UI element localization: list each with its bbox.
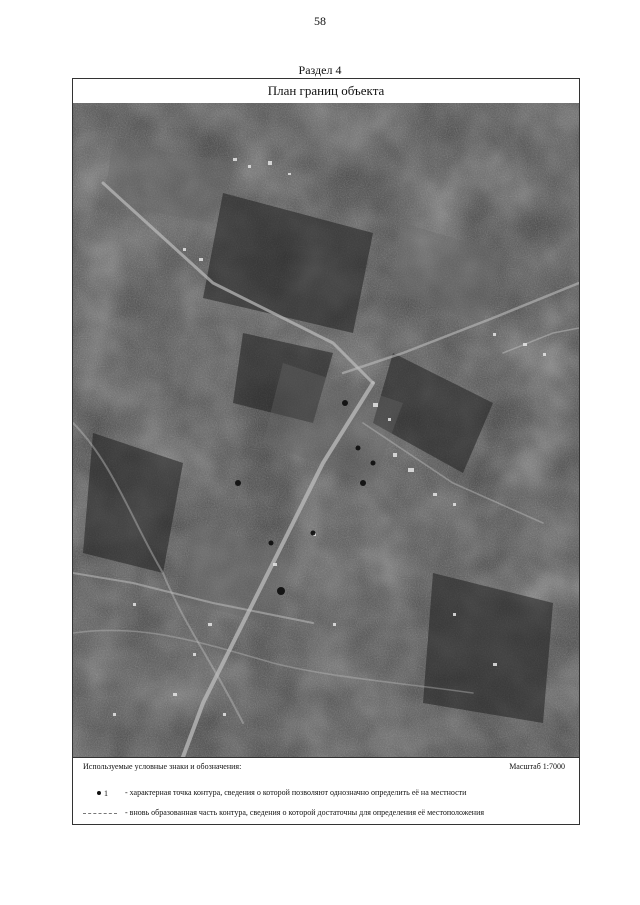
legend-item-text: - вновь образованная часть контура, сведения о которой достаточны для определения её местоположения — [125, 808, 485, 817]
plan-frame — [72, 78, 580, 825]
legend-symbol-label: 1 — [104, 788, 108, 798]
legend-item-text: - характерная точка контура, сведения о которой позволяют однозначно определить её на местности — [125, 788, 467, 797]
legend-symbol — [83, 788, 125, 798]
legend-item-point — [83, 788, 571, 798]
legend-symbol — [83, 808, 125, 818]
map-scale: Масштаб 1:7000 — [509, 762, 565, 771]
legend — [73, 757, 579, 825]
boundary-point-icon — [97, 791, 101, 795]
satellite-map-image — [73, 103, 579, 757]
section-title: Раздел 4 — [298, 63, 342, 77]
plan-title: План границ объекта — [73, 79, 579, 104]
legend-header: Используемые условные знаки и обозначения: — [83, 762, 242, 771]
legend-item-contour — [83, 808, 571, 818]
contour-line-icon — [83, 813, 117, 814]
page-number: 58 — [314, 14, 326, 28]
satellite-map — [73, 103, 579, 757]
